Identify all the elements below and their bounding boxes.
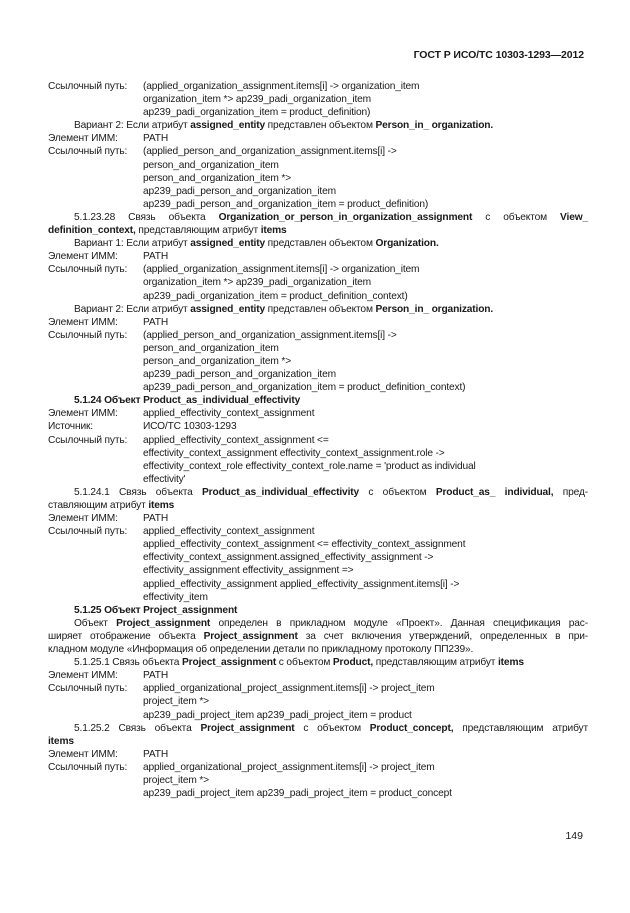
text-segment: представляющим атрибут [135, 225, 261, 237]
text-segment: с объектом [276, 657, 333, 669]
mapping-value-line: applied_effectivity_context_assignment [143, 408, 315, 420]
text-segment: 5.1.23.28 Связь объекта [74, 211, 219, 223]
mapping-value-line: PATH [143, 670, 169, 682]
text-segment: Вариант 2: Если атрибут [74, 303, 191, 315]
mapping-value-line: person_and_organization_item [143, 342, 279, 354]
mapping-label: Ссылочный путь: [48, 81, 128, 92]
bold-term: Product_as_ individual, [435, 486, 554, 498]
mapping-value-line: person_and_organization_item [143, 159, 279, 171]
mapping-value-line: ap239_padi_project_item ap239_padi_project_item = product_concept [143, 788, 452, 800]
mapping-values [143, 407, 588, 420]
bold-term: definition_context, [48, 225, 136, 237]
mapping-row [48, 748, 588, 761]
text-line [48, 237, 588, 250]
text-segment: представлен объектом [265, 238, 376, 250]
text-segment: представлен объектом [265, 120, 376, 132]
bold-term: items [260, 225, 287, 237]
mapping-row [48, 80, 588, 119]
mapping-value-line: project_item *> [143, 774, 209, 786]
text-line [48, 119, 588, 132]
mapping-row [48, 512, 588, 525]
mapping-value-line: ap239_padi_person_and_organization_item [143, 185, 336, 197]
text-line [48, 604, 588, 617]
mapping-value-line: PATH [143, 316, 169, 328]
mapping-value-line: ap239_padi_project_item ap239_padi_project_item = product [143, 709, 412, 721]
mapping-values [143, 512, 588, 525]
mapping-values [143, 80, 588, 119]
mapping-value-line: effectivity_item [143, 591, 208, 603]
bold-term: 5.1.25 Объект Project_assignment [74, 604, 238, 616]
text-segment: 5.1.25.1 Связь объекта [74, 657, 182, 669]
text-line [48, 722, 588, 735]
mapping-values [143, 263, 588, 302]
mapping-value-line: (applied_person_and_organization_assignment.items[i] -> [143, 329, 397, 341]
mapping-values [143, 748, 588, 761]
mapping-value-line: person_and_organization_item *> [143, 172, 291, 184]
mapping-value-line: effectivity_context_role effectivity_context_role.name = 'product as individual [143, 460, 476, 472]
mapping-label: Элемент ИММ: [48, 408, 118, 420]
text-segment: ширяет отображение объекта [48, 630, 204, 642]
bold-term: items [498, 657, 524, 669]
bold-term: Project_assignment [200, 722, 295, 734]
mapping-label: Ссылочный путь: [48, 329, 128, 341]
mapping-label: Источник: [48, 421, 93, 433]
text-line [48, 486, 588, 499]
bold-term: Person_in_ organization. [375, 120, 494, 132]
mapping-value-line: PATH [143, 748, 169, 760]
text-line [48, 735, 588, 748]
mapping-value-line: person_and_organization_item *> [143, 355, 291, 367]
mapping-label: Элемент ИММ: [48, 513, 118, 525]
mapping-values [143, 420, 588, 433]
text-segment: Объект [74, 617, 117, 629]
mapping-value-line: effectivity_assignment effectivity_assignment => [143, 565, 354, 577]
bold-term: assigned_entity [190, 303, 265, 315]
mapping-row [48, 420, 588, 433]
text-segment: кладном модуле «Информация об определении детали по прикладному протоколу ПП239». [48, 644, 474, 656]
text-line [48, 211, 588, 224]
mapping-label: Ссылочный путь: [48, 146, 128, 158]
mapping-row [48, 316, 588, 329]
mapping-value-line: organization_item *> ap239_padi_organization_item [143, 277, 371, 289]
page-header: ГОСТ Р ИСО/ТС 10303-1293—2012 [413, 49, 584, 61]
mapping-value-line: applied_organizational_project_assignment.items[i] -> project_item [143, 683, 435, 695]
bold-term: Product_as_individual_effectivity [202, 486, 360, 498]
mapping-row [48, 525, 588, 604]
mapping-value-line: ap239_padi_organization_item = product_definition_context) [143, 290, 408, 302]
mapping-value-line: effectivity_context_assignment.assigned_effectivity_assignment -> [143, 552, 434, 564]
text-segment: за счет включения утверждений, определенных в при- [297, 630, 588, 642]
mapping-values [143, 132, 588, 145]
mapping-label: Ссылочный путь: [48, 683, 128, 695]
mapping-row [48, 434, 588, 486]
mapping-value-line: organization_item *> ap239_padi_organization_item [143, 94, 371, 106]
mapping-label: Ссылочный путь: [48, 264, 128, 276]
mapping-values [143, 250, 588, 263]
mapping-row [48, 263, 588, 302]
mapping-row [48, 329, 588, 394]
mapping-row [48, 250, 588, 263]
text-line [48, 303, 588, 316]
mapping-values [143, 669, 588, 682]
mapping-value-line: effectivity_context_assignment effectivity_context_assignment.role -> [143, 447, 445, 459]
page-content [48, 80, 588, 800]
bold-term: assigned_entity [190, 120, 265, 132]
bold-term: Organization. [375, 238, 439, 250]
mapping-value-line: applied_effectivity_context_assignment <= effectivity_context_assignment [143, 539, 466, 551]
text-segment: представлен объектом [265, 303, 376, 315]
mapping-values [143, 682, 588, 721]
mapping-value-line: applied_organizational_project_assignment.items[i] -> project_item [143, 761, 435, 773]
mapping-values [143, 434, 588, 486]
bold-term: Person_in_ organization. [375, 303, 494, 315]
bold-term: assigned_entity [190, 238, 265, 250]
text-segment: пред- [553, 486, 588, 498]
mapping-label: Элемент ИММ: [48, 316, 118, 328]
mapping-label: Элемент ИММ: [48, 670, 118, 682]
text-segment: с объектом [294, 722, 370, 734]
text-segment: Вариант 1: Если атрибут [74, 238, 191, 250]
text-line [48, 643, 588, 656]
mapping-value-line: applied_effectivity_assignment applied_effectivity_assignment.items[i] -> [143, 578, 460, 590]
mapping-values [143, 761, 588, 800]
text-segment: представляющим атрибут [453, 722, 589, 734]
bold-term: Product, [332, 657, 374, 669]
bold-term: items [148, 500, 175, 511]
mapping-row [48, 132, 588, 145]
page-number: 149 [565, 830, 583, 842]
mapping-value-line: (applied_organization_assignment.items[i] -> organization_item [143, 81, 420, 92]
text-segment: с объектом [472, 211, 561, 223]
mapping-value-line: (applied_organization_assignment.items[i] -> organization_item [143, 264, 420, 276]
mapping-row [48, 682, 588, 721]
bold-term: Project_assignment [182, 657, 277, 669]
mapping-value-line: ap239_padi_person_and_organization_item [143, 369, 336, 381]
text-segment: Вариант 2: Если атрибут [74, 120, 191, 132]
mapping-value-line: applied_effectivity_context_assignment [143, 526, 315, 538]
mapping-row [48, 145, 588, 210]
text-line [48, 224, 588, 237]
text-line [48, 656, 588, 669]
mapping-label: Элемент ИММ: [48, 251, 118, 263]
bold-term: items [48, 735, 74, 747]
mapping-label: Ссылочный путь: [48, 761, 128, 773]
text-line [48, 630, 588, 643]
bold-term: Product_concept, [369, 722, 454, 734]
bold-term: View_ [560, 211, 588, 223]
text-segment: 5.1.24.1 Связь объекта [74, 486, 203, 498]
mapping-value-line: PATH [143, 513, 169, 525]
bold-term: Organization_or_person_in_organization_assignment [218, 211, 473, 223]
mapping-value-line: (applied_person_and_organization_assignment.items[i] -> [143, 146, 397, 158]
text-segment: представляющим атрибут [373, 657, 498, 669]
mapping-values [143, 329, 588, 394]
mapping-row [48, 761, 588, 800]
mapping-value-line: ИСО/ТС 10303-1293 [143, 421, 237, 433]
mapping-value-line: ap239_padi_person_and_organization_item = product_definition) [143, 198, 429, 210]
bold-term: Project_assignment [203, 630, 298, 642]
mapping-value-line: ap239_padi_person_and_organization_item = product_definition_context) [143, 382, 466, 394]
mapping-value-line: PATH [143, 251, 169, 263]
mapping-values [143, 316, 588, 329]
text-line [48, 394, 588, 407]
text-segment: ставляющим атрибут [48, 500, 149, 511]
mapping-value-line: PATH [143, 133, 169, 145]
text-segment: определен в прикладном модуле «Проект». Данная спецификация рас- [210, 617, 588, 629]
mapping-label: Элемент ИММ: [48, 133, 118, 145]
bold-term: 5.1.24 Объект Product_as_individual_effectivity [74, 395, 301, 407]
mapping-label: Элемент ИММ: [48, 748, 118, 760]
text-segment: 5.1.25.2 Связь объекта [74, 722, 201, 734]
mapping-value-line: ap239_padi_organization_item = product_definition) [143, 107, 371, 119]
text-segment: с объектом [359, 486, 436, 498]
mapping-value-line: applied_effectivity_context_assignment <= [143, 434, 329, 446]
text-line [48, 617, 588, 630]
mapping-value-line: project_item *> [143, 696, 209, 708]
text-line [48, 499, 588, 512]
mapping-row [48, 407, 588, 420]
mapping-values [143, 145, 588, 210]
mapping-row [48, 669, 588, 682]
bold-term: Project_assignment [116, 617, 211, 629]
mapping-label: Ссылочный путь: [48, 526, 128, 538]
mapping-value-line: effectivity' [143, 473, 186, 485]
mapping-label: Ссылочный путь: [48, 434, 128, 446]
mapping-values [143, 525, 588, 604]
